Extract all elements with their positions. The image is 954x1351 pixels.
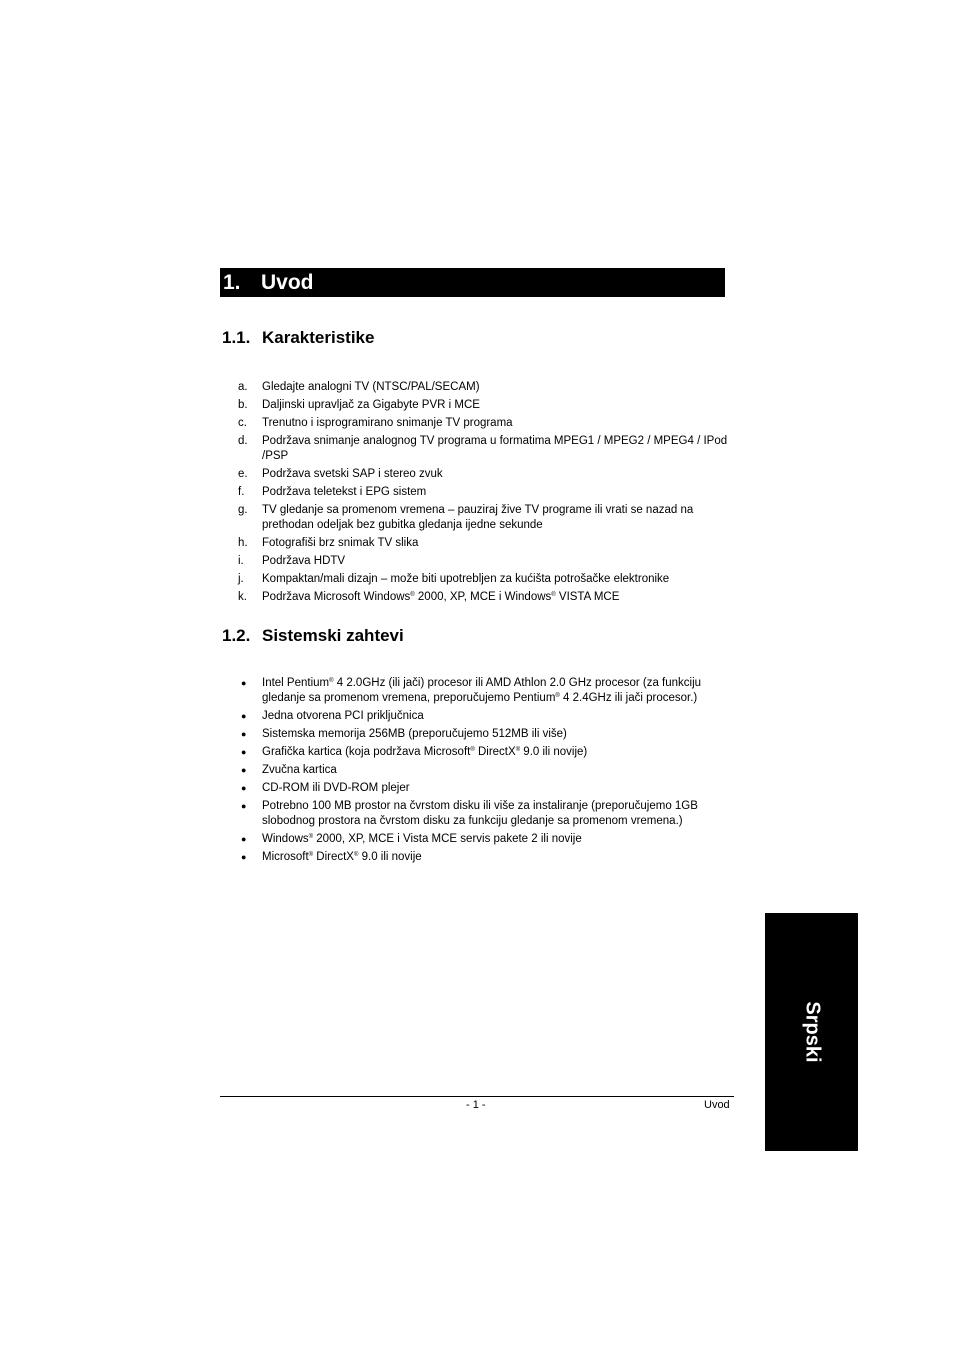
list-item-text: Sistemska memorija 256MB (preporučujemo 512MB ili više) — [262, 728, 567, 740]
list-item — [238, 572, 728, 587]
text-part: Intel Pentium — [262, 677, 330, 689]
list-marker: ● — [241, 783, 247, 793]
list-item-text: Podržava teletekst i EPG sistem — [262, 486, 427, 498]
list-item — [238, 850, 728, 865]
section-number: 1.2. — [222, 626, 251, 645]
list-marker: c. — [238, 417, 247, 429]
list-item-text — [262, 746, 587, 758]
list-marker: g. — [238, 504, 248, 516]
list-marker: f. — [238, 486, 245, 498]
list-marker: b. — [238, 399, 248, 411]
registered-mark: ® — [515, 747, 521, 753]
list-item-text: Podržava snimanje analognog TV programa u formatima MPEG1 / MPEG2 / MPEG4 / IPod /PSP — [262, 435, 728, 462]
list-marker: i. — [238, 555, 244, 567]
list-marker: e. — [238, 468, 248, 480]
text-part: 4 2.4GHz ili jači procesor.) — [559, 692, 698, 704]
list-marker: a. — [238, 381, 248, 393]
list-marker: ● — [241, 711, 247, 721]
text-part: 2000, XP, MCE i Windows — [414, 591, 552, 603]
list-item — [238, 554, 728, 569]
list-item-text: Podržava svetski SAP i stereo zvuk — [262, 468, 443, 480]
list-marker: ● — [241, 729, 247, 739]
page-number: - 1 - — [466, 1099, 486, 1111]
list-item-text: Kompaktan/mali dizajn – može biti upotrebljen za kućišta potrošačke elektronike — [262, 573, 670, 585]
text-part: 9.0 ili novije) — [520, 746, 588, 758]
chapter-title: Uvod — [261, 271, 314, 294]
list-item — [238, 727, 728, 742]
list-marker: k. — [238, 591, 247, 603]
registered-mark: ® — [410, 592, 415, 598]
text-part: Microsoft — [262, 851, 309, 863]
list-item-text: Jedna otvorena PCI priključnica — [262, 710, 424, 722]
registered-mark: ® — [551, 592, 556, 598]
list-item — [238, 832, 728, 847]
section-title: Karakteristike — [262, 328, 375, 347]
list-item — [238, 467, 728, 482]
text-part: 9.0 ili novije — [358, 851, 422, 863]
text-part: Windows — [262, 833, 309, 845]
language-tab — [765, 913, 858, 1151]
list-item-text: Trenutno i isprogramirano snimanje TV programa — [262, 417, 513, 429]
list-item-text: Potrebno 100 MB prostor na čvrstom disku ili više za instaliranje (preporučujemo 1GB slobodnog prostora na čvrstom disku za funkciju gledanje sa promenom vremena.) — [262, 800, 698, 827]
list-marker: ● — [241, 678, 247, 688]
list-marker: j. — [238, 573, 244, 585]
list-marker: d. — [238, 435, 248, 447]
registered-mark: ® — [308, 852, 314, 858]
list-marker: ● — [241, 747, 247, 757]
text-part: Podržava Microsoft Windows — [262, 591, 411, 603]
text-part: 4 2.0GHz (ili jači) procesor ili AMD Athlon 2.0 GHz procesor (za funkciju gledanje sa promenom vremena, preporučujemo Pentium — [262, 677, 702, 704]
registered-mark: ® — [329, 678, 334, 684]
registered-mark: ® — [555, 693, 560, 699]
language-label: Srpski — [801, 1001, 823, 1063]
list-item — [238, 745, 728, 760]
list-item-text: TV gledanje sa promenom vremena – pauziraj žive TV programe ili vrati se nazad na prethodan odeljak bez gubitka gledanja ijedne sekunde — [262, 504, 694, 531]
list-item-text: Fotografiši brz snimak TV slika — [262, 537, 419, 549]
list-item — [238, 416, 728, 431]
chapter-heading — [220, 268, 725, 297]
list-item — [238, 485, 728, 500]
text-part: VISTA MCE — [555, 591, 620, 603]
list-marker: ● — [241, 801, 247, 811]
list-item — [238, 380, 728, 395]
list-item-text: CD-ROM ili DVD-ROM plejer — [262, 782, 410, 794]
list-item — [238, 799, 728, 829]
list-item — [238, 676, 728, 706]
list-item-text: Daljinski upravljač za Gigabyte PVR i MCE — [262, 399, 480, 411]
list-item-text: Podržava HDTV — [262, 555, 346, 567]
section-title: Sistemski zahtevi — [262, 626, 404, 645]
section-number: 1.1. — [222, 328, 251, 347]
list-item — [238, 434, 728, 464]
list-item — [238, 781, 728, 796]
registered-mark: ® — [308, 834, 314, 840]
chapter-number: 1. — [223, 271, 241, 294]
list-item — [238, 709, 728, 724]
list-item-text — [262, 833, 582, 845]
registered-mark: ® — [353, 852, 359, 858]
list-marker: h. — [238, 537, 248, 549]
list-item — [238, 503, 728, 533]
list-item — [238, 590, 728, 605]
list-item-text: Gledajte analogni TV (NTSC/PAL/SECAM) — [262, 381, 480, 393]
footer-section-name: Uvod — [704, 1099, 730, 1111]
requirements-list — [238, 676, 728, 868]
list-item — [238, 763, 728, 778]
list-item-text — [262, 677, 701, 704]
list-item-text: Zvučna kartica — [262, 764, 337, 776]
text-part: DirectX — [474, 746, 516, 758]
text-part: DirectX — [313, 851, 354, 863]
list-marker: ● — [241, 834, 247, 844]
list-marker: ● — [241, 852, 247, 862]
list-item — [238, 536, 728, 551]
footer-divider — [220, 1096, 734, 1097]
list-item-text — [262, 591, 619, 603]
registered-mark: ® — [470, 747, 475, 753]
text-part: 2000, XP, MCE i Vista MCE servis pakete 2 ili novije — [313, 833, 582, 845]
features-list — [238, 380, 728, 608]
list-item — [238, 398, 728, 413]
list-marker: ● — [241, 765, 247, 775]
text-part: Grafička kartica (koja podržava Microsoft — [262, 746, 471, 758]
list-item-text — [262, 851, 422, 863]
